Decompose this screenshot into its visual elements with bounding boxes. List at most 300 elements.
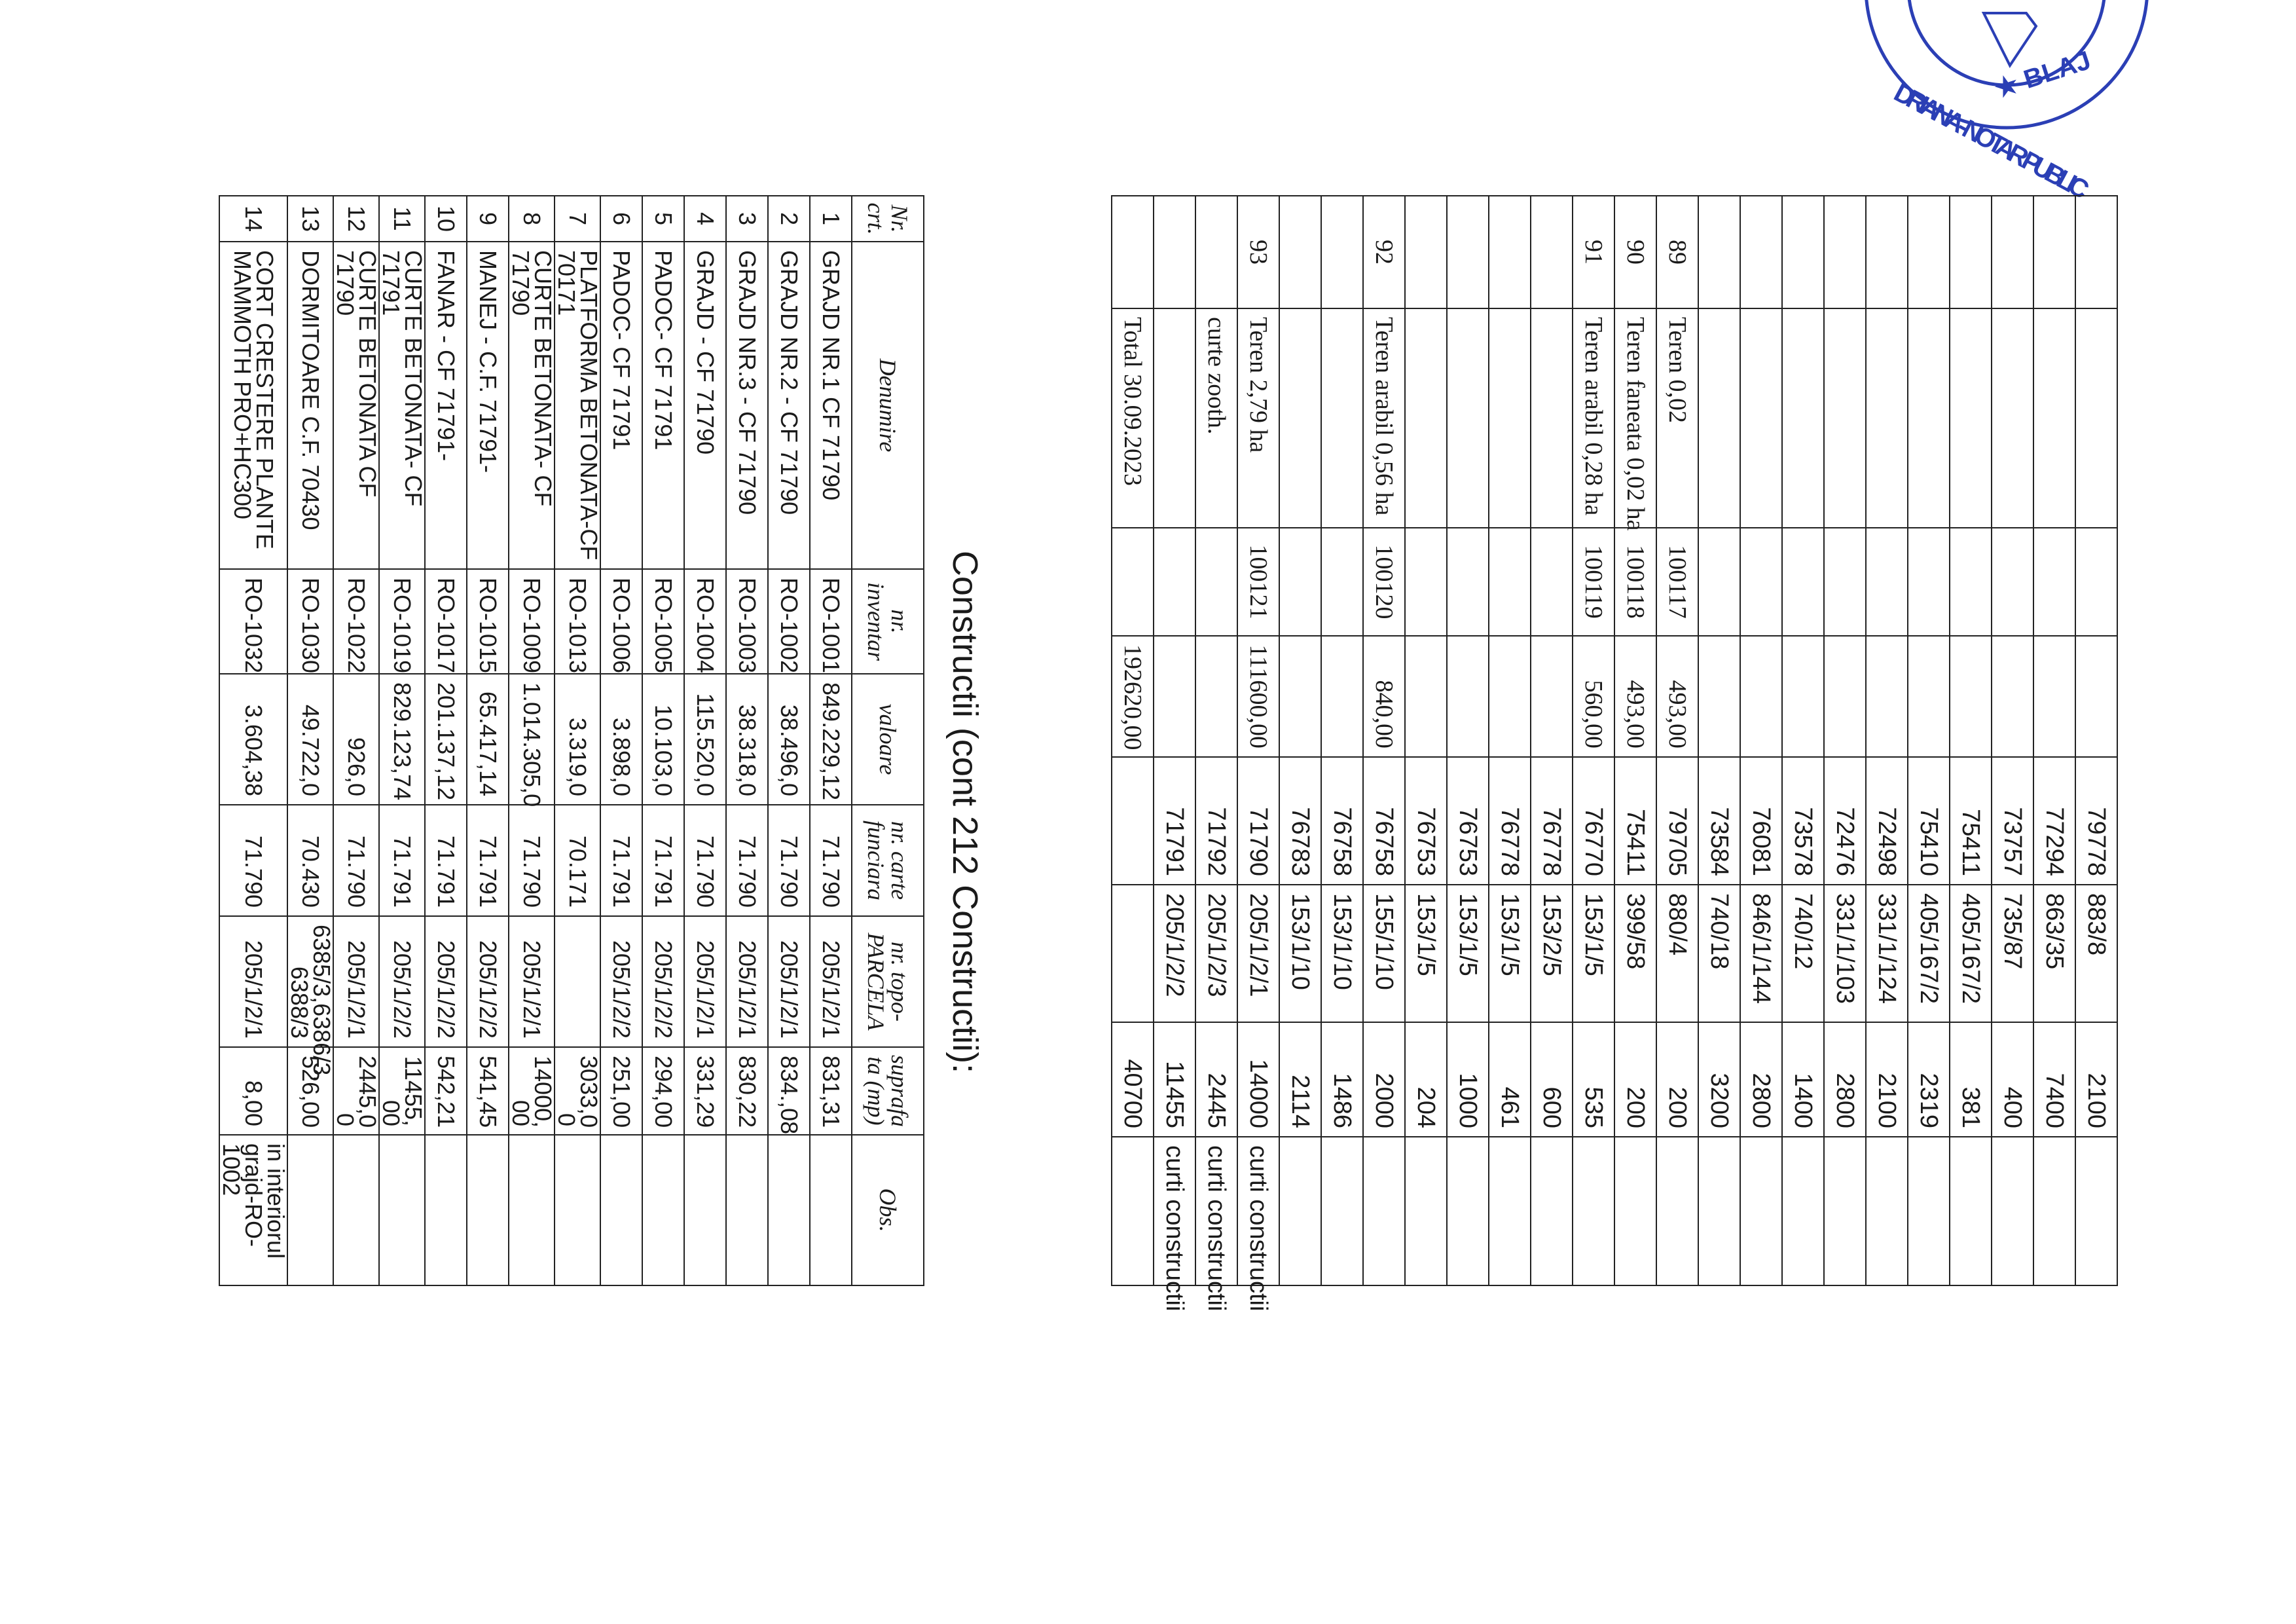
cell-suprafata: 400 <box>1992 1022 2033 1137</box>
header-nr: Nr. crt. <box>852 196 924 242</box>
cell-nr: 89 <box>1656 196 1698 308</box>
cell-denumire: CURTE BETONATA- CF 71791 <box>379 242 425 569</box>
cell-inventar <box>1154 528 1195 636</box>
cell-valoare <box>1782 636 1824 757</box>
cell-suprafata: 40700 <box>1112 1022 1154 1137</box>
cell-suprafata: 11455, 00 <box>379 1047 425 1135</box>
cell-suprafata: 834.,08 <box>768 1047 810 1135</box>
cell-denumire: Teren arabil 0,56 ha <box>1363 308 1405 528</box>
header-suprafata: suprafa ta (mp) <box>852 1047 924 1135</box>
cell-suprafata: 204 <box>1405 1022 1447 1137</box>
cell-nr: 6 <box>600 196 642 242</box>
cell-suprafata: 8,00 <box>219 1047 287 1135</box>
table-row <box>1950 196 1992 1285</box>
cell-obs <box>1531 1137 1573 1285</box>
cell-denumire <box>1405 308 1447 528</box>
cell-obs <box>1824 1137 1866 1285</box>
cell-suprafata: 526,00 <box>287 1047 333 1135</box>
cell-topo: 205/1/2/1 <box>810 916 852 1047</box>
cell-carte: 71.791 <box>425 805 467 916</box>
cell-carte: 71.791 <box>642 805 684 916</box>
cell-carte <box>1112 757 1154 885</box>
cell-topo: 153/1/10 <box>1279 885 1321 1022</box>
cell-valoare: 840,00 <box>1363 636 1405 757</box>
cell-denumire: Total 30.09.2023 <box>1112 308 1154 528</box>
cell-nr: 92 <box>1363 196 1405 308</box>
cell-carte: 72498 <box>1866 757 1908 885</box>
cell-obs: curti constructii <box>1237 1137 1279 1285</box>
cell-topo: 405/167/2 <box>1908 885 1950 1022</box>
table-row <box>1866 196 1908 1285</box>
cell-carte: 71790 <box>1237 757 1279 885</box>
cell-denumire <box>2075 308 2117 528</box>
table-row <box>1698 196 1740 1285</box>
cell-valoare <box>1154 636 1195 757</box>
cell-valoare <box>1824 636 1866 757</box>
table-row <box>1447 196 1489 1285</box>
cell-suprafata: 7400 <box>2033 1022 2075 1137</box>
cell-inventar <box>1824 528 1866 636</box>
cell-suprafata: 331,29 <box>684 1047 726 1135</box>
cell-inventar <box>1447 528 1489 636</box>
cell-valoare <box>1950 636 1992 757</box>
cell-obs <box>1656 1137 1698 1285</box>
table-row <box>287 196 333 1285</box>
cell-obs <box>726 1135 768 1285</box>
cell-topo: 331/1/103 <box>1824 885 1866 1022</box>
cell-carte: 73757 <box>1992 757 2033 885</box>
cell-topo: 331/1/124 <box>1866 885 1908 1022</box>
table-row <box>810 196 852 1285</box>
cell-topo: 205/1/2/1 <box>684 916 726 1047</box>
cell-nr <box>1782 196 1824 308</box>
cell-obs <box>768 1135 810 1285</box>
cell-nr <box>1698 196 1740 308</box>
cell-carte: 79778 <box>2075 757 2117 885</box>
cell-denumire: curte zooth. <box>1195 308 1237 528</box>
cell-obs <box>1614 1137 1656 1285</box>
cell-suprafata: 541,45 <box>467 1047 509 1135</box>
table-row <box>684 196 726 1285</box>
cell-suprafata: 2100 <box>1866 1022 1908 1137</box>
cell-denumire: Teren 0,02 <box>1656 308 1698 528</box>
cell-suprafata: 381 <box>1950 1022 1992 1137</box>
cell-denumire <box>1489 308 1531 528</box>
cell-inventar <box>1740 528 1782 636</box>
cell-topo: 205/1/2/1 <box>509 916 555 1047</box>
cell-denumire <box>1154 308 1195 528</box>
header-carte: nr. carte funciara <box>852 805 924 916</box>
cell-inventar: RO-1004 <box>684 569 726 674</box>
cell-topo: 6385/3,6386/3, 6388/3 <box>287 916 333 1047</box>
cell-valoare: 3.319,0 <box>555 674 600 805</box>
cell-inventar <box>1195 528 1237 636</box>
cell-inventar: RO-1017 <box>425 569 467 674</box>
cell-topo: 205/1/2/1 <box>726 916 768 1047</box>
cell-suprafata: 2100 <box>2075 1022 2117 1137</box>
cell-nr: 3 <box>726 196 768 242</box>
cell-valoare: 3.604,38 <box>219 674 287 805</box>
cell-inventar: RO-1009 <box>509 569 555 674</box>
header-obs: Obs. <box>852 1135 924 1285</box>
table-row <box>1824 196 1866 1285</box>
cell-valoare: 10.103,0 <box>642 674 684 805</box>
cell-nr <box>1321 196 1363 308</box>
cell-carte: 71.790 <box>509 805 555 916</box>
cell-topo: 205/1/2/2 <box>425 916 467 1047</box>
cell-topo: 740/18 <box>1698 885 1740 1022</box>
cell-carte: 71791 <box>1154 757 1195 885</box>
cell-denumire <box>1908 308 1950 528</box>
cell-valoare: 560,00 <box>1573 636 1614 757</box>
cell-suprafata: 14000, 00 <box>509 1047 555 1135</box>
cell-obs <box>1321 1137 1363 1285</box>
cell-suprafata: 200 <box>1656 1022 1698 1137</box>
cell-topo: 205/1/2/2 <box>379 916 425 1047</box>
cell-obs <box>2075 1137 2117 1285</box>
cell-suprafata: 2000 <box>1363 1022 1405 1137</box>
cell-carte: 70.430 <box>287 805 333 916</box>
cell-valoare: 115.520,0 <box>684 674 726 805</box>
cell-carte: 75410 <box>1908 757 1950 885</box>
cell-suprafata: 600 <box>1531 1022 1573 1137</box>
cell-valoare: 111600,00 <box>1237 636 1279 757</box>
cell-denumire: Teren 2,79 ha <box>1237 308 1279 528</box>
cell-inventar: RO-1001 <box>810 569 852 674</box>
cell-denumire: PLATFORMA BETONATA-CF 70171 <box>555 242 600 569</box>
cell-inventar <box>1908 528 1950 636</box>
cell-obs <box>1573 1137 1614 1285</box>
cell-denumire <box>1279 308 1321 528</box>
cell-nr: 13 <box>287 196 333 242</box>
cell-carte: 75411 <box>1614 757 1656 885</box>
cell-obs <box>1447 1137 1489 1285</box>
cell-valoare: 3.898,0 <box>600 674 642 805</box>
cell-obs <box>642 1135 684 1285</box>
cell-denumire <box>1950 308 1992 528</box>
cell-suprafata: 2445 <box>1195 1022 1237 1137</box>
cell-topo <box>1112 885 1154 1022</box>
cell-nr: 1 <box>810 196 852 242</box>
cell-valoare <box>1992 636 2033 757</box>
cell-nr <box>1154 196 1195 308</box>
cell-obs <box>1992 1137 2033 1285</box>
cell-obs <box>1405 1137 1447 1285</box>
table-row <box>425 196 467 1285</box>
cell-nr: 10 <box>425 196 467 242</box>
cell-inventar <box>2033 528 2075 636</box>
cell-carte: 70.171 <box>555 805 600 916</box>
cell-topo: 205/1/2/1 <box>1237 885 1279 1022</box>
cell-inventar: 100117 <box>1656 528 1698 636</box>
cell-suprafata: 2114 <box>1279 1022 1321 1137</box>
cell-obs <box>1950 1137 1992 1285</box>
header-denumire: Denumire <box>852 242 924 569</box>
cell-nr: 90 <box>1614 196 1656 308</box>
cell-carte: 76778 <box>1489 757 1531 885</box>
table-row <box>1279 196 1321 1285</box>
table-row <box>1154 196 1195 1285</box>
cell-suprafata: 2319 <box>1908 1022 1950 1137</box>
cell-obs <box>555 1135 600 1285</box>
cell-valoare <box>1279 636 1321 757</box>
cell-suprafata: 251,00 <box>600 1047 642 1135</box>
cell-nr: 11 <box>379 196 425 242</box>
cell-denumire <box>1824 308 1866 528</box>
cell-suprafata: 11455 <box>1154 1022 1195 1137</box>
cell-inventar: RO-1015 <box>467 569 509 674</box>
cell-nr: 2 <box>768 196 810 242</box>
cell-valoare: 493,00 <box>1614 636 1656 757</box>
cell-carte: 71.791 <box>600 805 642 916</box>
constructions-table-body <box>219 196 852 1285</box>
cell-nr: 9 <box>467 196 509 242</box>
cell-topo: 205/1/2/1 <box>333 916 379 1047</box>
cell-topo: 205/1/2/1 <box>768 916 810 1047</box>
cell-valoare: 38.496,0 <box>768 674 810 805</box>
cell-inventar: RO-1006 <box>600 569 642 674</box>
table-row <box>2075 196 2117 1285</box>
cell-nr <box>1950 196 1992 308</box>
cell-inventar <box>2075 528 2117 636</box>
table-row <box>600 196 642 1285</box>
cell-nr <box>1992 196 2033 308</box>
cell-inventar: RO-1022 <box>333 569 379 674</box>
cell-obs <box>333 1135 379 1285</box>
cell-topo: 405/167/2 <box>1950 885 1992 1022</box>
cell-obs <box>509 1135 555 1285</box>
table-row <box>1782 196 1824 1285</box>
cell-suprafata: 2445,0 0 <box>333 1047 379 1135</box>
cell-inventar: RO-1005 <box>642 569 684 674</box>
cell-obs <box>287 1135 333 1285</box>
cell-denumire: GRAJD - CF 71790 <box>684 242 726 569</box>
cell-obs: curti constructii <box>1195 1137 1237 1285</box>
cell-obs <box>1740 1137 1782 1285</box>
cell-carte: 71.791 <box>467 805 509 916</box>
cell-inventar <box>1950 528 1992 636</box>
svg-text:★ BLAJ: ★ BLAJ <box>1991 45 2094 104</box>
land-table <box>1111 195 2118 1312</box>
cell-nr <box>1866 196 1908 308</box>
cell-suprafata: 1486 <box>1321 1022 1363 1137</box>
cell-obs <box>810 1135 852 1285</box>
cell-denumire <box>2033 308 2075 528</box>
cell-denumire <box>1531 308 1573 528</box>
table-row <box>1740 196 1782 1285</box>
cell-denumire: Teren arabil 0,28 ha <box>1573 308 1614 528</box>
cell-topo: 153/1/10 <box>1321 885 1363 1022</box>
cell-nr <box>1195 196 1237 308</box>
cell-carte: 72476 <box>1824 757 1866 885</box>
cell-inventar: RO-1003 <box>726 569 768 674</box>
cell-carte: 75411 <box>1950 757 1992 885</box>
table-row <box>1237 196 1279 1285</box>
cell-carte: 71.790 <box>810 805 852 916</box>
cell-nr: 7 <box>555 196 600 242</box>
cell-inventar <box>1112 528 1154 636</box>
cell-obs <box>1908 1137 1950 1285</box>
cell-inventar: 100121 <box>1237 528 1279 636</box>
cell-inventar <box>1992 528 2033 636</box>
cell-carte: 76081 <box>1740 757 1782 885</box>
cell-valoare: 926,0 <box>333 674 379 805</box>
table-row <box>1321 196 1363 1285</box>
cell-denumire: GRAJD NR.3 - CF 71790 <box>726 242 768 569</box>
cell-nr <box>1531 196 1573 308</box>
cell-suprafata: 14000 <box>1237 1022 1279 1137</box>
section-title: Constructii (cont 212 Constructii): <box>945 550 985 1074</box>
cell-topo: 205/1/2/3 <box>1195 885 1237 1022</box>
cell-valoare <box>1405 636 1447 757</box>
header-topo: nr. topo-PARCELA <box>852 916 924 1047</box>
cell-valoare: 829.123,74 <box>379 674 425 805</box>
cell-inventar <box>1279 528 1321 636</box>
cell-carte: 76778 <box>1531 757 1573 885</box>
cell-valoare <box>1866 636 1908 757</box>
cell-denumire <box>1866 308 1908 528</box>
cell-inventar <box>1405 528 1447 636</box>
cell-obs <box>1279 1137 1321 1285</box>
cell-valoare: 201.137,12 <box>425 674 467 805</box>
table-row <box>1992 196 2033 1285</box>
cell-valoare <box>1447 636 1489 757</box>
cell-nr <box>1489 196 1531 308</box>
cell-valoare <box>1321 636 1363 757</box>
cell-topo <box>555 916 600 1047</box>
cell-valoare <box>1908 636 1950 757</box>
cell-nr <box>1824 196 1866 308</box>
cell-obs <box>425 1135 467 1285</box>
cell-inventar <box>1698 528 1740 636</box>
cell-obs <box>1363 1137 1405 1285</box>
cell-suprafata: 830,22 <box>726 1047 768 1135</box>
table-row <box>467 196 509 1285</box>
cell-denumire: PADOC- CF 71791 <box>642 242 684 569</box>
cell-topo: 205/1/2/2 <box>467 916 509 1047</box>
cell-carte: 77294 <box>2033 757 2075 885</box>
cell-inventar: 100118 <box>1614 528 1656 636</box>
table-row <box>1908 196 1950 1285</box>
table-row <box>2033 196 2075 1285</box>
cell-suprafata: 3033,0 0 <box>555 1047 600 1135</box>
table-row <box>1531 196 1573 1285</box>
cell-carte: 76783 <box>1279 757 1321 885</box>
cell-inventar <box>1531 528 1573 636</box>
table-row <box>768 196 810 1285</box>
cell-valoare: 65.417,14 <box>467 674 509 805</box>
cell-suprafata: 831,31 <box>810 1047 852 1135</box>
cell-valoare: 192620,00 <box>1112 636 1154 757</box>
cell-valoare <box>1740 636 1782 757</box>
cell-obs <box>467 1135 509 1285</box>
cell-denumire: DORMITOARE C.F. 70430 <box>287 242 333 569</box>
cell-topo: 153/1/5 <box>1489 885 1531 1022</box>
cell-suprafata: 2800 <box>1740 1022 1782 1137</box>
cell-carte: 71.790 <box>684 805 726 916</box>
cell-inventar: 100119 <box>1573 528 1614 636</box>
cell-carte: 76758 <box>1363 757 1405 885</box>
cell-nr <box>1447 196 1489 308</box>
cell-nr: 12 <box>333 196 379 242</box>
cell-carte: 79705 <box>1656 757 1698 885</box>
table-row <box>219 196 287 1285</box>
cell-obs <box>1782 1137 1824 1285</box>
cell-obs <box>1866 1137 1908 1285</box>
cell-carte: 71.790 <box>219 805 287 916</box>
cell-carte: 71.790 <box>726 805 768 916</box>
table-row <box>555 196 600 1285</box>
cell-carte: 71.791 <box>379 805 425 916</box>
table-row <box>1195 196 1237 1285</box>
cell-suprafata: 535 <box>1573 1022 1614 1137</box>
cell-denumire <box>1782 308 1824 528</box>
cell-carte: 73578 <box>1782 757 1824 885</box>
svg-text:DRIANA - NOTAR PUBLIC: DRIANA - NOTAR PUBLIC <box>1889 78 2094 205</box>
cell-topo: 863/35 <box>2033 885 2075 1022</box>
cell-carte: 76770 <box>1573 757 1614 885</box>
cell-inventar: RO-1019 <box>379 569 425 674</box>
constructions-header-row <box>852 196 924 1285</box>
cell-inventar: RO-1002 <box>768 569 810 674</box>
land-table-body <box>1112 196 2117 1312</box>
cell-topo: 153/1/5 <box>1447 885 1489 1022</box>
cell-nr: 4 <box>684 196 726 242</box>
table-row <box>1614 196 1656 1285</box>
cell-valoare: 849.229,12 <box>810 674 852 805</box>
table-row <box>333 196 379 1285</box>
cell-valoare <box>2075 636 2117 757</box>
cell-topo: 153/1/5 <box>1573 885 1614 1022</box>
cell-topo: 883/8 <box>2075 885 2117 1022</box>
cell-denumire: FANAR - CF 71791- <box>425 242 467 569</box>
cell-inventar <box>1489 528 1531 636</box>
cell-carte: 76753 <box>1447 757 1489 885</box>
cell-suprafata: 3200 <box>1698 1022 1740 1137</box>
cell-obs <box>2033 1137 2075 1285</box>
cell-denumire <box>1447 308 1489 528</box>
cell-topo: 399/58 <box>1614 885 1656 1022</box>
cell-topo: 205/1/2/2 <box>642 916 684 1047</box>
cell-valoare <box>1698 636 1740 757</box>
cell-obs: curti constructii <box>1154 1137 1195 1285</box>
cell-obs <box>1112 1137 1154 1285</box>
table-row <box>1112 196 1154 1285</box>
constructions-table <box>219 195 924 1286</box>
cell-denumire: PADOC- CF 71791 <box>600 242 642 569</box>
cell-suprafata: 1400 <box>1782 1022 1824 1137</box>
cell-obs: in interiorul grajd-RO-1002 <box>219 1135 287 1285</box>
cell-nr: 91 <box>1573 196 1614 308</box>
cell-topo: 205/1/2/2 <box>600 916 642 1047</box>
cell-suprafata: 461 <box>1489 1022 1531 1137</box>
cell-denumire <box>1321 308 1363 528</box>
table-row <box>1573 196 1614 1285</box>
cell-topo: 740/12 <box>1782 885 1824 1022</box>
cell-nr <box>2033 196 2075 308</box>
cell-topo: 846/1/144 <box>1740 885 1782 1022</box>
cell-denumire <box>1740 308 1782 528</box>
cell-valoare: 38.318,0 <box>726 674 768 805</box>
table-row <box>1363 196 1405 1285</box>
cell-denumire: GRAJD NR.2 - CF 71790 <box>768 242 810 569</box>
cell-valoare <box>1489 636 1531 757</box>
cell-denumire: CORT CRESTERE PLANTE MAMMOTH PRO+HC300 <box>219 242 287 569</box>
cell-topo: 735/87 <box>1992 885 2033 1022</box>
cell-nr <box>1740 196 1782 308</box>
cell-inventar: RO-1013 <box>555 569 600 674</box>
cell-carte: 71.790 <box>768 805 810 916</box>
